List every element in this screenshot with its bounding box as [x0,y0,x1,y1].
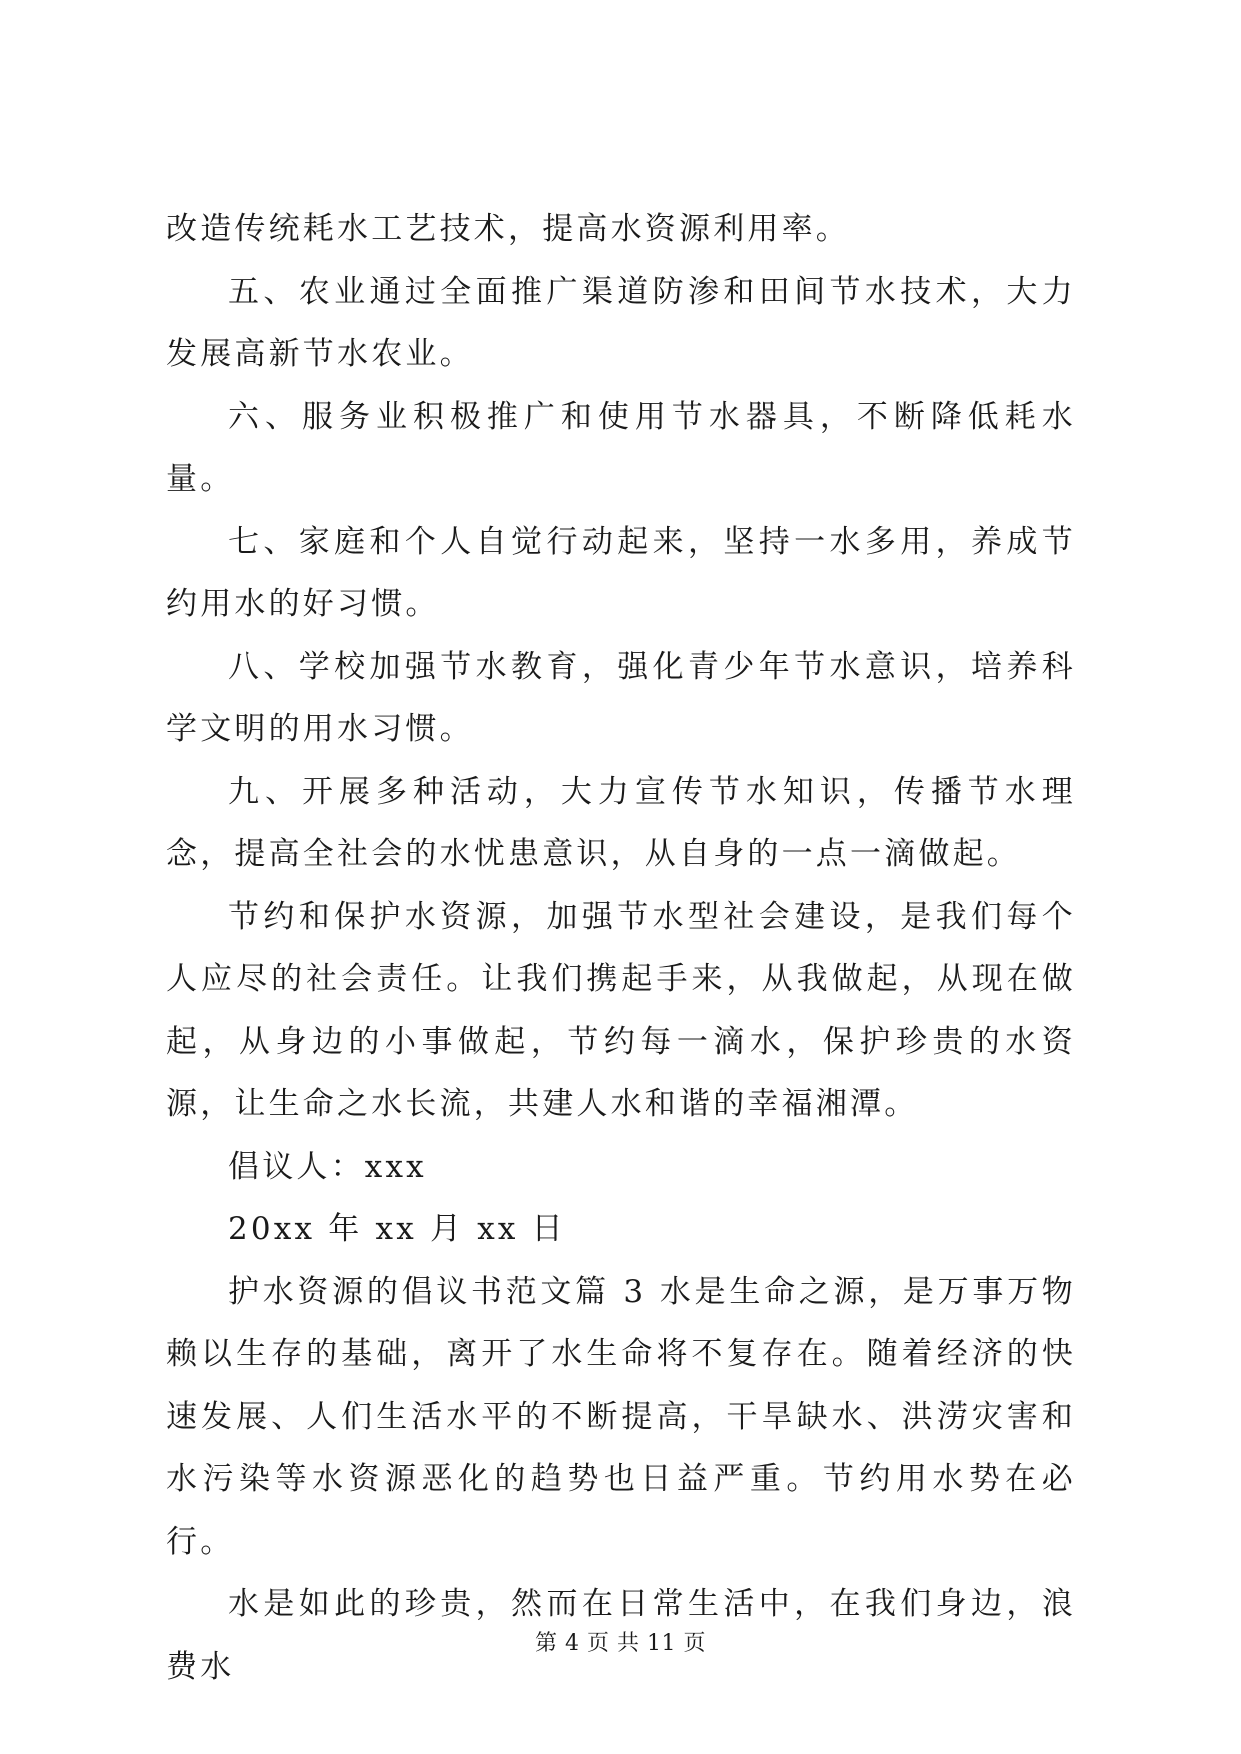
paragraph-closing: 节约和保护水资源，加强节水型社会建设，是我们每个人应尽的社会责任。让我们携起手来，从我做起，从现在做起，从身边的小事做起，节约每一滴水，保护珍贵的水资源，让生命之水长流，共建人水和谐的幸福湘潭。 [166,898,1076,1122]
signature-date: 20xx 年 xx 月 xx 日 [228,1211,566,1247]
paragraph-item-5: 五、农业通过全面推广渠道防渗和田间节水技术，大力发展高新节水农业。 [166,273,1076,372]
paragraph-item-9: 九、开展多种活动，大力宣传节水知识，传播节水理念，提高全社会的水忧患意识，从自身的一点一滴做起。 [166,773,1076,872]
paragraph-article-3-body: 水是如此的珍贵，然而在日常生活中，在我们身边，浪费水 [166,1586,1076,1685]
page-number-footer: 第 4 页 共 11 页 [535,1631,706,1656]
paragraph-item-7: 七、家庭和个人自觉行动起来，坚持一水多用，养成节约用水的好习惯。 [166,523,1076,622]
paragraph-item-8: 八、学校加强节水教育，强化青少年节水意识，培养科学文明的用水习惯。 [166,648,1076,747]
signature-initiator: 倡议人：xxx [228,1148,427,1185]
paragraph-continuation: 改造传统耗水工艺技术，提高水资源利用率。 [166,211,850,247]
paragraph-article-3-intro: 护水资源的倡议书范文篇 3 水是生命之源，是万事万物赖以生存的基础，离开了水生命将不复存在。随着经济的快速发展、人们生活水平的不断提高，干旱缺水、洪涝灾害和水污染等水资源恶化的趋势也日益严重。节约用水势在必行。 [166,1273,1076,1560]
paragraph-item-6: 六、服务业积极推广和使用节水器具，不断降低耗水量。 [166,398,1076,497]
document-body [166,198,1076,1698]
